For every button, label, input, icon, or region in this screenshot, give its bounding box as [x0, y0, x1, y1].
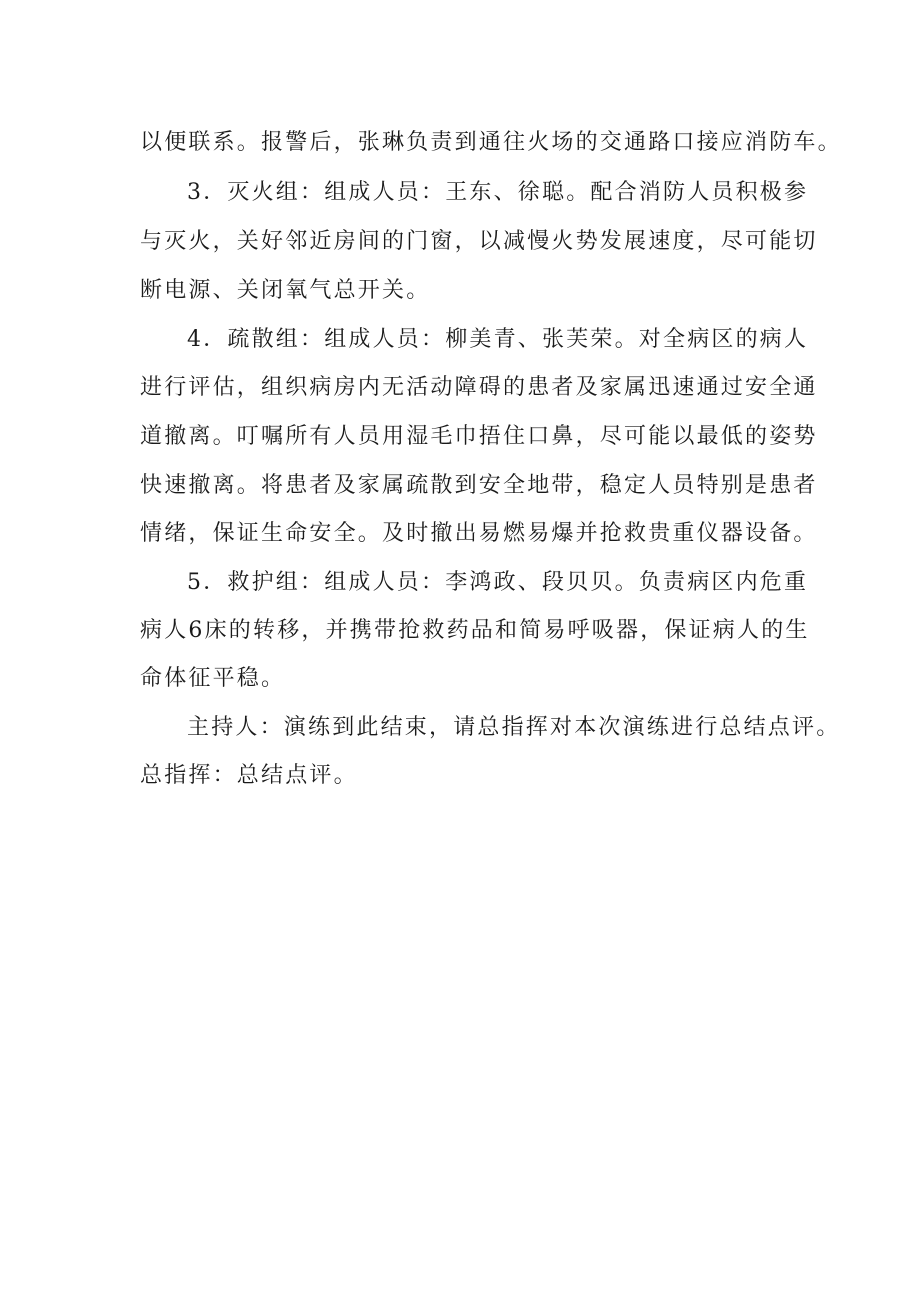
paragraph-line: 以便联系。报警后，张琳负责到通往火场的交通路口接应消防车。 — [140, 130, 842, 155]
paragraph-line: 道撤离。叮嘱所有人员用湿毛巾捂住口鼻，尽可能以最低的姿势 — [140, 424, 818, 449]
paragraph-line-rescue-group: 5．救护组：组成人员：李鸿政、段贝贝。负责病区内危重 — [187, 570, 809, 595]
paragraph-line-evacuation-group: 4．疏散组：组成人员：柳美青、张芙荣。对全病区的病人 — [187, 327, 809, 352]
paragraph-line: 情绪，保证生命安全。及时撤出易燃易爆并抢救贵重仪器设备。 — [140, 521, 818, 546]
paragraph-line: 断电源、关闭氧气总开关。 — [140, 278, 431, 303]
paragraph-line-fire-group: 3．灭火组：组成人员：王东、徐聪。配合消防人员积极参 — [187, 180, 809, 205]
paragraph-line: 与灭火，关好邻近房间的门窗，以减慢火势发展速度，尽可能切 — [140, 229, 818, 254]
paragraph-line: 进行评估，组织病房内无活动障碍的患者及家属迅速通过安全通 — [140, 375, 818, 400]
paragraph-line: 命体征平稳。 — [140, 666, 286, 691]
paragraph-line-host: 主持人：演练到此结束，请总指挥对本次演练进行总结点评。 — [187, 715, 841, 740]
paragraph-line: 快速撤离。将患者及家属疏散到安全地带，稳定人员特别是患者 — [140, 473, 818, 498]
paragraph-line-commander: 总指挥：总结点评。 — [140, 763, 358, 788]
paragraph-line: 病人6床的转移，并携带抢救药品和简易呼吸器，保证病人的生 — [140, 618, 810, 643]
